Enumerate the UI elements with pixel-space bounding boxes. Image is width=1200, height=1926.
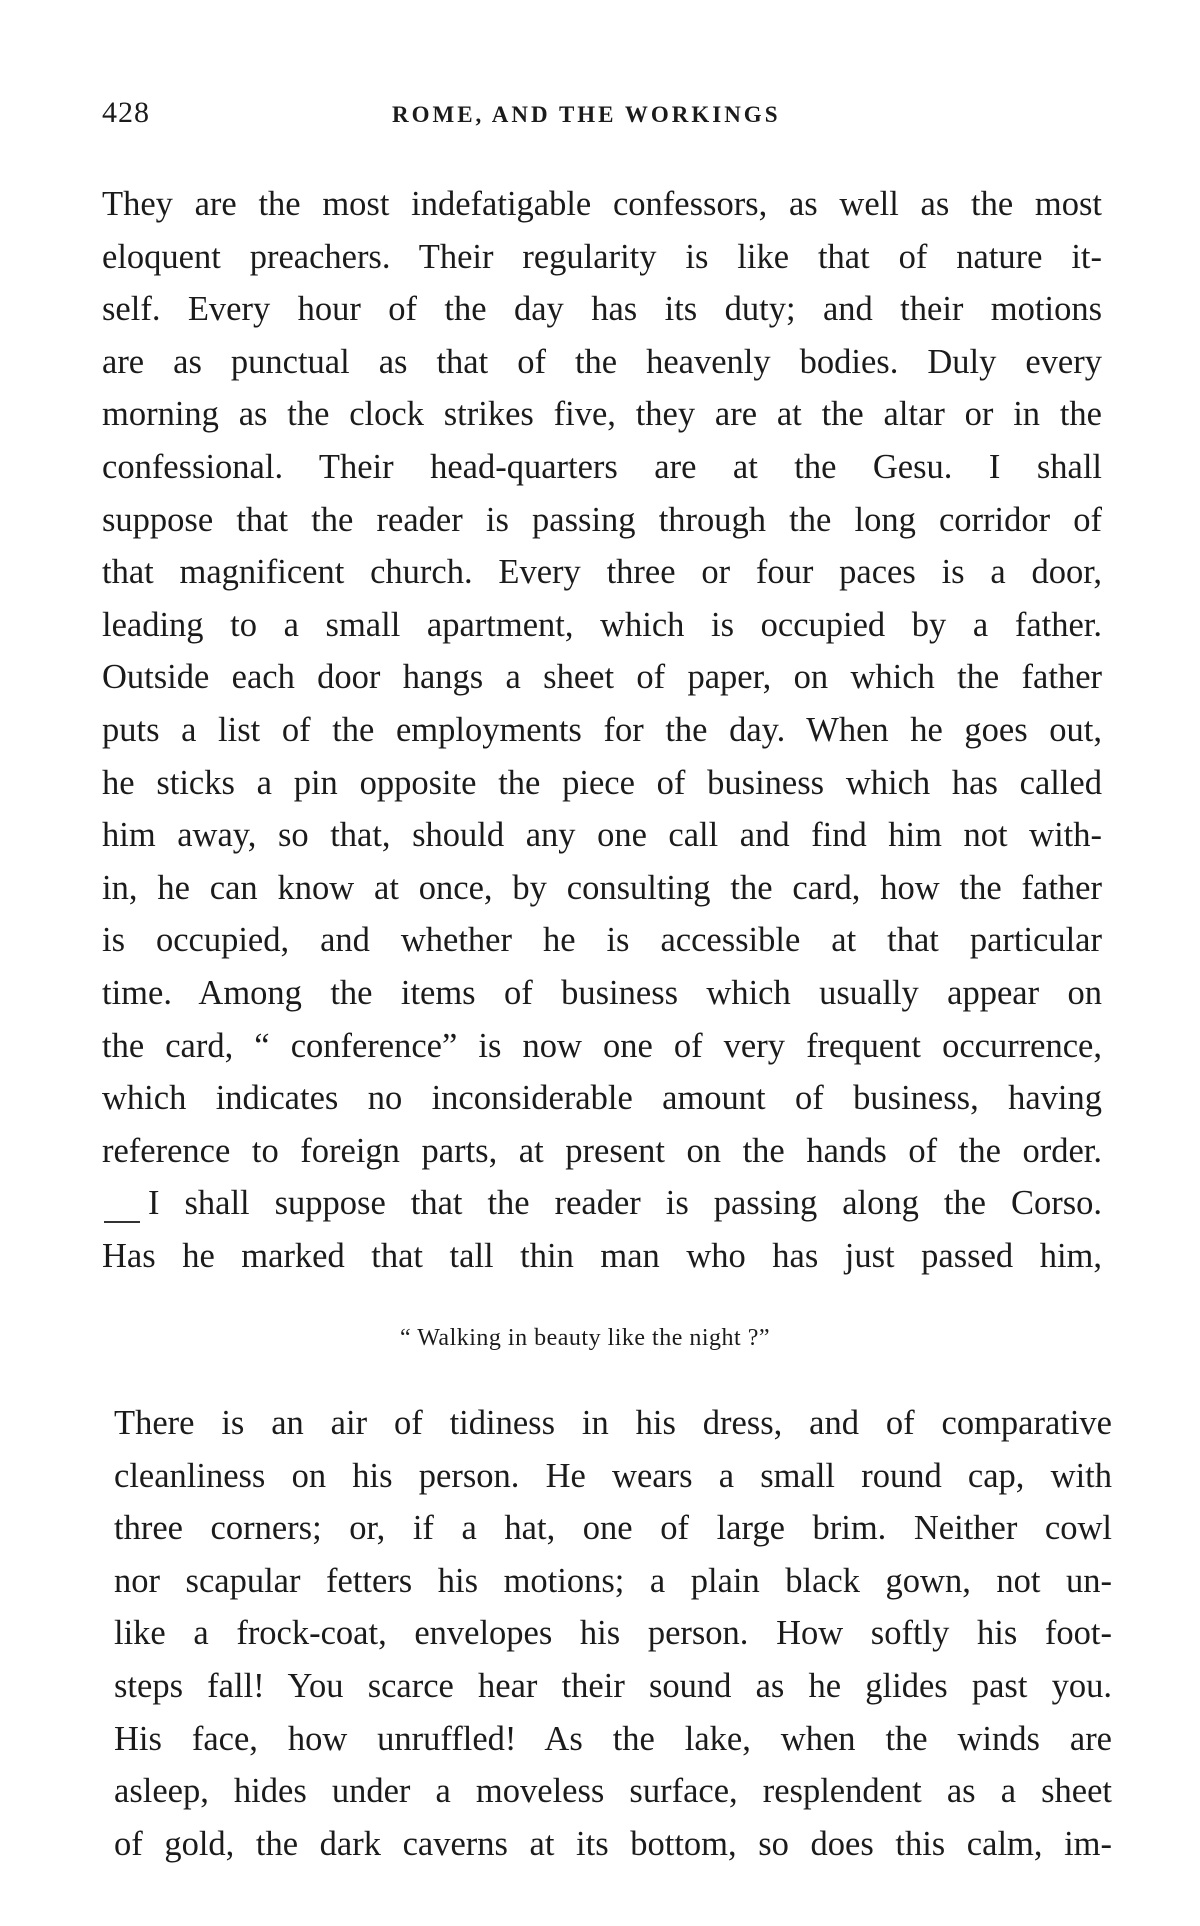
text-line: They are the most indefatigable confessors, as well as the most [102,185,1102,223]
text-line: three corners; or, if a hat, one of large brim. Neither cowl [114,1509,1112,1548]
text-line: confessional. Their head-quarters are at the Gesu. I shall [102,447,1102,486]
text-line: which indicates no inconsiderable amount of business, having [102,1079,1102,1118]
paragraph-block-1 [102,178,1102,1282]
printer-mark [104,1221,140,1223]
text-line: the card, “ conference” is now one of very frequent occurrence, [102,1026,1102,1065]
verse-quotation [0,1325,1200,1352]
text-line: in, he can know at once, by consulting the card, how the father [102,868,1102,907]
page-header [102,96,1102,136]
text-line: puts a list of the employments for the day. When he goes out, [102,710,1102,749]
text-line: nor scapular fetters his motions; a plain black gown, not un- [114,1561,1112,1600]
quote-text: “ Walking in beauty like the night ?” [399,1325,771,1351]
text-line: Has he marked that tall thin man who has just passed him, [102,1236,1102,1275]
text-line: him away, so that, should any one call and find him not with- [102,816,1102,855]
page-number: 428 [102,96,150,129]
text-line: morning as the clock strikes five, they are at the altar or in the [102,395,1102,434]
text-line: His face, how unruffled! As the lake, when the winds are [114,1719,1112,1758]
text-line: There is an air of tidiness in his dress, and of comparative [114,1404,1112,1442]
text-line: time. Among the items of business which usually appear on [102,973,1102,1012]
text-line: he sticks a pin opposite the piece of business which has called [102,763,1102,802]
paragraph-block-2 [114,1397,1112,1870]
text-line: self. Every hour of the day has its duty; and their motions [102,290,1102,329]
text-line: steps fall! You scarce hear their sound as he glides past you. [114,1666,1112,1705]
text-line: asleep, hides under a moveless surface, resplendent as a sheet [114,1772,1112,1811]
text-line: that magnificent church. Every three or four paces is a door, [102,553,1102,592]
text-line: leading to a small apartment, which is occupied by a father. [102,605,1102,644]
text-line: eloquent preachers. Their regularity is like that of nature it- [102,237,1102,276]
text-line: are as punctual as that of the heavenly bodies. Duly every [102,342,1102,381]
running-head: ROME, AND THE WORKINGS [392,102,781,127]
text-line: suppose that the reader is passing through the long corridor of [102,500,1102,539]
text-line: is occupied, and whether he is accessible at that particular [102,921,1102,960]
text-line: like a frock-coat, envelopes his person. How softly his foot- [114,1614,1112,1653]
text-line: reference to foreign parts, at present on the hands of the order. [102,1131,1102,1170]
text-line: cleanliness on his person. He wears a small round cap, with [114,1456,1112,1495]
text-line: Outside each door hangs a sheet of paper, on which the father [102,658,1102,697]
text-line: of gold, the dark caverns at its bottom, so does this calm, im- [114,1824,1112,1863]
text-line: I shall suppose that the reader is passing along the Corso. [148,1184,1102,1223]
